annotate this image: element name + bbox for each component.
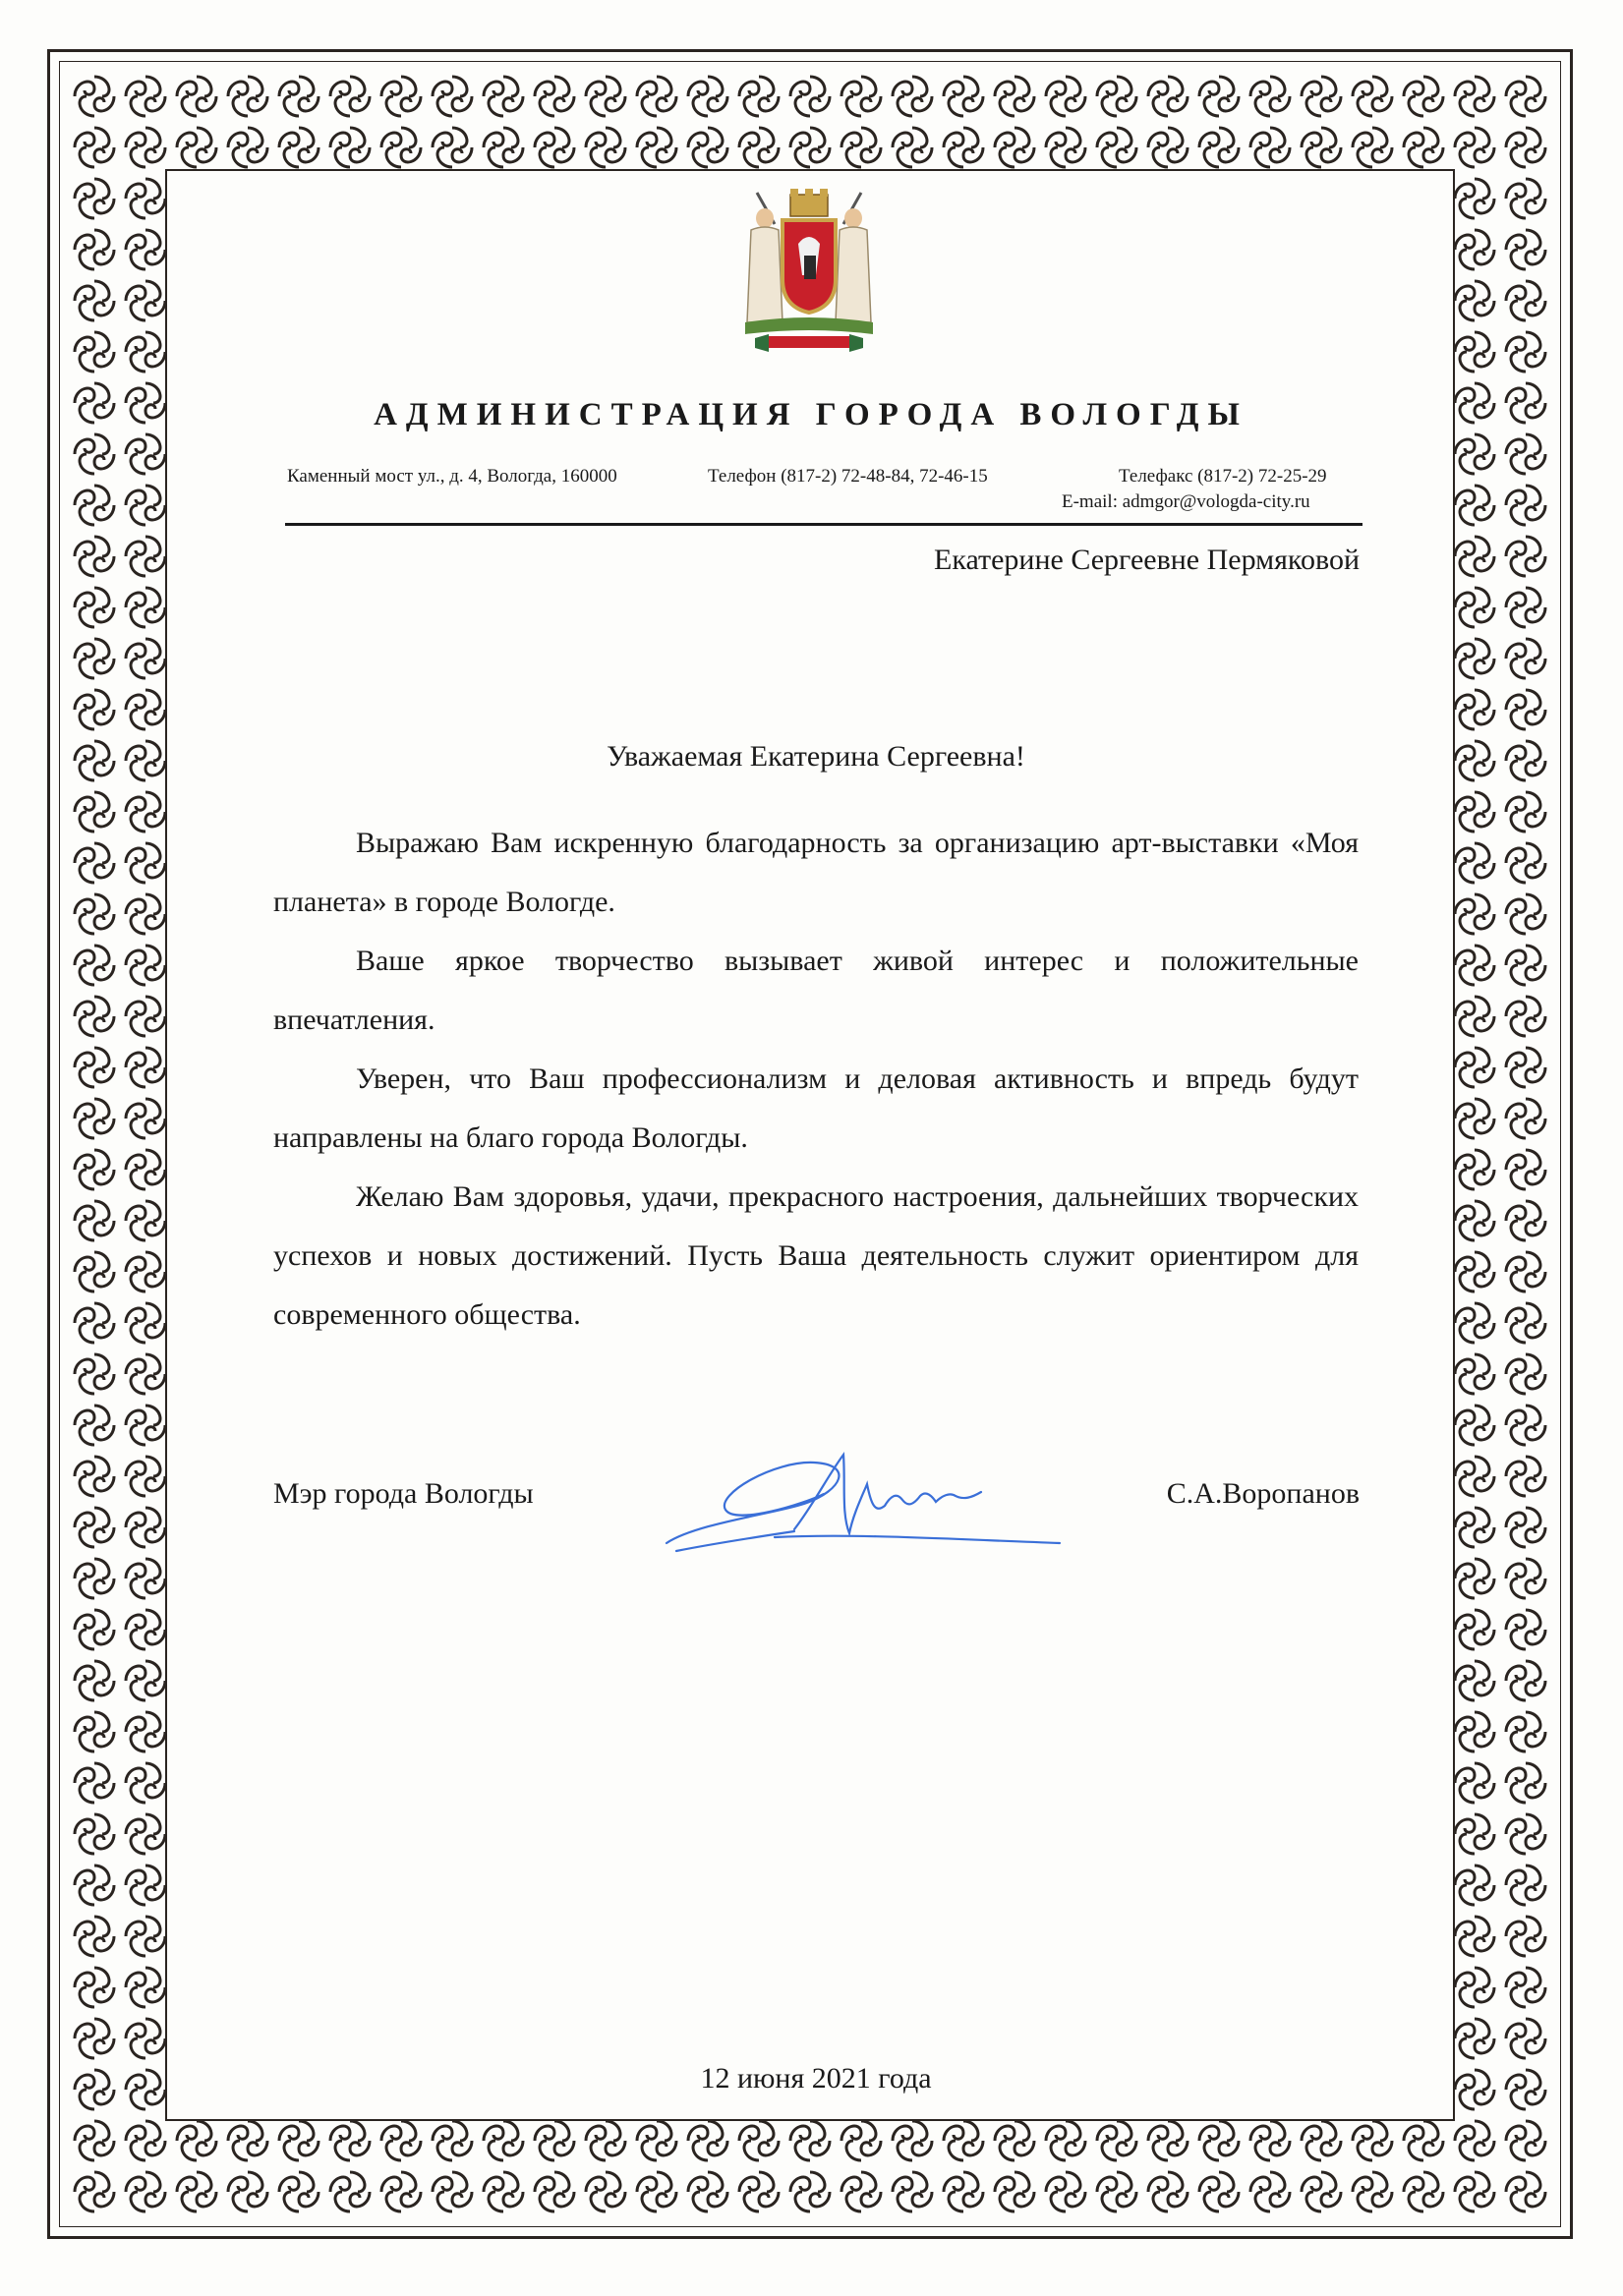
header-divider — [285, 523, 1362, 526]
signer-name: С.А.Воропанов — [1166, 1477, 1360, 1510]
body-paragraph: Желаю Вам здоровья, удачи, прекрасного настроения, дальнейших творческих успехов и новых достижений. Пусть Ваша деятельность служит ориентиром для современного общества. — [273, 1180, 1359, 1331]
letter-date: 12 июня 2021 года — [700, 2062, 932, 2095]
recipient-name: Екатерине Сергеевне Пермяковой — [934, 544, 1360, 576]
address-text: Каменный мост ул., д. 4, Вологда, 160000 — [287, 466, 617, 487]
vologda-coat-of-arms-icon — [735, 185, 883, 362]
body-paragraph: Ваше яркое творчество вызывает живой интерес и положительные впечатления. — [273, 945, 1359, 1036]
body-paragraph: Уверен, что Ваш профессионализм и деловая активность и впредь будут направлены на благо города Вологды. — [273, 1062, 1359, 1154]
greeting: Уважаемая Екатерина Сергеевна! — [607, 740, 1025, 773]
organization-title: АДМИНИСТРАЦИЯ ГОРОДА ВОЛОГДЫ — [374, 397, 1248, 432]
body-paragraph: Выражаю Вам искренную благодарность за организацию арт-выставки «Моя планета» в городе Вологде. — [273, 827, 1359, 918]
signature-icon — [657, 1435, 1070, 1563]
fax-text: Телефакс (817-2) 72-25-29 — [1119, 466, 1327, 487]
phone-text: Телефон (817-2) 72-48-84, 72-46-15 — [708, 466, 988, 487]
signer-title: Мэр города Вологды — [273, 1477, 534, 1510]
email-text: E-mail: admgor@vologda-city.ru — [1062, 491, 1310, 512]
